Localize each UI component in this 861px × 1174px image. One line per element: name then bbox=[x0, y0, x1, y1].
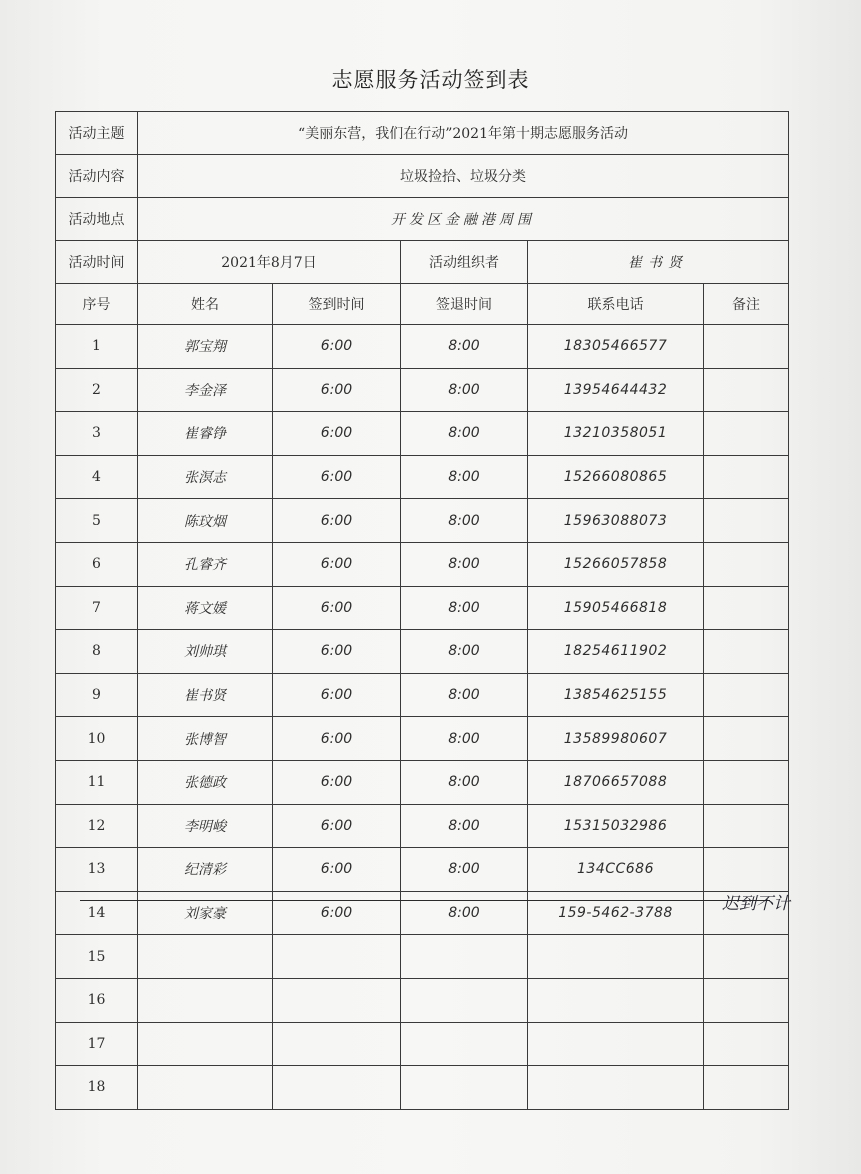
organizer-value: 崔书贤 bbox=[528, 241, 789, 284]
seq-cell: 7 bbox=[56, 586, 138, 630]
note-cell bbox=[704, 630, 789, 674]
row-14-note: 迟到不计 bbox=[722, 894, 790, 914]
name-cell: 陈玟烟 bbox=[138, 499, 273, 543]
note-cell bbox=[704, 760, 789, 804]
seq-cell: 9 bbox=[56, 673, 138, 717]
seq-cell: 6 bbox=[56, 542, 138, 586]
seq-cell: 12 bbox=[56, 804, 138, 848]
sign-in-cell: 6:00 bbox=[273, 804, 401, 848]
sign-in-cell: 6:00 bbox=[273, 412, 401, 456]
name-cell: 纪清彩 bbox=[138, 848, 273, 892]
seq-cell: 16 bbox=[56, 978, 138, 1022]
note-cell bbox=[704, 368, 789, 412]
seq-cell: 3 bbox=[56, 412, 138, 456]
sign-out-cell: 8:00 bbox=[401, 542, 528, 586]
phone-cell bbox=[528, 978, 704, 1022]
name-cell: 崔睿铮 bbox=[138, 412, 273, 456]
name-cell: 张博智 bbox=[138, 717, 273, 761]
sign-in-cell bbox=[273, 1022, 401, 1066]
sign-out-cell: 8:00 bbox=[401, 499, 528, 543]
note-cell bbox=[704, 1022, 789, 1066]
content-label: 活动内容 bbox=[56, 155, 138, 198]
theme-row bbox=[56, 112, 789, 155]
phone-cell: 15266057858 bbox=[528, 542, 704, 586]
content-value: 垃圾捡拾、垃圾分类 bbox=[138, 155, 789, 198]
seq-cell: 4 bbox=[56, 455, 138, 499]
sign-out-cell bbox=[401, 1022, 528, 1066]
seq-cell: 15 bbox=[56, 935, 138, 979]
note-cell bbox=[704, 848, 789, 892]
sign-in-cell bbox=[273, 935, 401, 979]
phone-cell: 18254611902 bbox=[528, 630, 704, 674]
seq-cell: 14 bbox=[56, 891, 138, 935]
name-cell: 蒋文媛 bbox=[138, 586, 273, 630]
seq-cell: 18 bbox=[56, 1066, 138, 1110]
table-row bbox=[56, 978, 789, 1022]
seq-cell: 17 bbox=[56, 1022, 138, 1066]
sign-out-cell: 8:00 bbox=[401, 673, 528, 717]
table-row bbox=[56, 717, 789, 761]
sign-in-cell: 6:00 bbox=[273, 325, 401, 369]
note-cell bbox=[704, 586, 789, 630]
sign-out-cell: 8:00 bbox=[401, 368, 528, 412]
table-row bbox=[56, 935, 789, 979]
phone-cell: 15905466818 bbox=[528, 586, 704, 630]
place-label: 活动地点 bbox=[56, 198, 138, 241]
name-cell: 张溟志 bbox=[138, 455, 273, 499]
name-cell bbox=[138, 935, 273, 979]
time-label: 活动时间 bbox=[56, 241, 138, 284]
phone-cell: 15963088073 bbox=[528, 499, 704, 543]
sign-in-cell: 6:00 bbox=[273, 455, 401, 499]
note-cell bbox=[704, 325, 789, 369]
sign-out-cell: 8:00 bbox=[401, 455, 528, 499]
table-row bbox=[56, 412, 789, 456]
sign-in-cell: 6:00 bbox=[273, 760, 401, 804]
sign-out-cell: 8:00 bbox=[401, 804, 528, 848]
table-row bbox=[56, 325, 789, 369]
time-value: 2021年8月7日 bbox=[138, 241, 401, 284]
seq-cell: 5 bbox=[56, 499, 138, 543]
sign-in-cell: 6:00 bbox=[273, 673, 401, 717]
name-cell: 李明峻 bbox=[138, 804, 273, 848]
sign-in-cell: 6:00 bbox=[273, 542, 401, 586]
table-row bbox=[56, 499, 789, 543]
note-cell bbox=[704, 978, 789, 1022]
seq-cell: 2 bbox=[56, 368, 138, 412]
sign-in-cell: 6:00 bbox=[273, 891, 401, 935]
name-cell: 李金泽 bbox=[138, 368, 273, 412]
phone-cell: 13854625155 bbox=[528, 673, 704, 717]
note-cell bbox=[704, 412, 789, 456]
table-row bbox=[56, 586, 789, 630]
phone-cell: 18305466577 bbox=[528, 325, 704, 369]
phone-cell: 15266080865 bbox=[528, 455, 704, 499]
name-cell: 刘帅琪 bbox=[138, 630, 273, 674]
sign-in-cell bbox=[273, 978, 401, 1022]
phone-cell: 13589980607 bbox=[528, 717, 704, 761]
theme-label: 活动主题 bbox=[56, 112, 138, 155]
header-seq: 序号 bbox=[56, 284, 138, 325]
phone-cell: 13954644432 bbox=[528, 368, 704, 412]
table-row bbox=[56, 848, 789, 892]
phone-cell bbox=[528, 935, 704, 979]
place-row bbox=[56, 198, 789, 241]
name-cell bbox=[138, 1022, 273, 1066]
phone-cell: 159-5462-3788 bbox=[528, 891, 704, 935]
table-row bbox=[56, 804, 789, 848]
sign-out-cell: 8:00 bbox=[401, 760, 528, 804]
sign-out-cell: 8:00 bbox=[401, 717, 528, 761]
place-value: 开发区金融港周围 bbox=[138, 198, 789, 241]
sign-out-cell: 8:00 bbox=[401, 325, 528, 369]
sign-out-cell: 8:00 bbox=[401, 412, 528, 456]
table-row bbox=[56, 1022, 789, 1066]
sign-in-cell: 6:00 bbox=[273, 848, 401, 892]
note-cell bbox=[704, 804, 789, 848]
seq-cell: 1 bbox=[56, 325, 138, 369]
header-name: 姓名 bbox=[138, 284, 273, 325]
sign-out-cell bbox=[401, 935, 528, 979]
name-cell: 孔睿齐 bbox=[138, 542, 273, 586]
sign-in-cell: 6:00 bbox=[273, 586, 401, 630]
note-cell bbox=[704, 1066, 789, 1110]
table-row bbox=[56, 368, 789, 412]
note-cell bbox=[704, 673, 789, 717]
note-cell bbox=[704, 455, 789, 499]
sign-in-table bbox=[55, 111, 789, 1110]
header-phone: 联系电话 bbox=[528, 284, 704, 325]
sign-in-cell: 6:00 bbox=[273, 630, 401, 674]
header-sign-in: 签到时间 bbox=[273, 284, 401, 325]
phone-cell bbox=[528, 1022, 704, 1066]
note-cell bbox=[704, 935, 789, 979]
note-cell bbox=[704, 499, 789, 543]
table-row bbox=[56, 1066, 789, 1110]
phone-cell bbox=[528, 1066, 704, 1110]
table-row bbox=[56, 542, 789, 586]
seq-cell: 8 bbox=[56, 630, 138, 674]
seq-cell: 10 bbox=[56, 717, 138, 761]
name-cell: 刘家豪 bbox=[138, 891, 273, 935]
sign-out-cell bbox=[401, 1066, 528, 1110]
seq-cell: 11 bbox=[56, 760, 138, 804]
note-cell bbox=[704, 717, 789, 761]
seq-cell: 13 bbox=[56, 848, 138, 892]
sign-in-cell: 6:00 bbox=[273, 368, 401, 412]
column-header-row bbox=[56, 284, 789, 325]
sign-in-cell: 6:00 bbox=[273, 717, 401, 761]
sign-out-cell: 8:00 bbox=[401, 630, 528, 674]
header-sign-out: 签退时间 bbox=[401, 284, 528, 325]
table-row bbox=[56, 455, 789, 499]
table-row bbox=[56, 673, 789, 717]
sign-out-cell: 8:00 bbox=[401, 891, 528, 935]
phone-cell: 134CC686 bbox=[528, 848, 704, 892]
name-cell bbox=[138, 1066, 273, 1110]
name-cell: 崔书贤 bbox=[138, 673, 273, 717]
name-cell: 张德政 bbox=[138, 760, 273, 804]
phone-cell: 15315032986 bbox=[528, 804, 704, 848]
theme-value: “美丽东营，我们在行动”2021年第十期志愿服务活动 bbox=[138, 112, 789, 155]
phone-cell: 18706657088 bbox=[528, 760, 704, 804]
sign-out-cell: 8:00 bbox=[401, 848, 528, 892]
sign-out-cell bbox=[401, 978, 528, 1022]
table-row bbox=[56, 630, 789, 674]
name-cell: 郭宝翔 bbox=[138, 325, 273, 369]
sign-in-cell bbox=[273, 1066, 401, 1110]
content-row bbox=[56, 155, 789, 198]
sign-out-cell: 8:00 bbox=[401, 586, 528, 630]
row-14-strikethrough bbox=[80, 900, 770, 901]
note-cell bbox=[704, 542, 789, 586]
time-row bbox=[56, 241, 789, 284]
name-cell bbox=[138, 978, 273, 1022]
table-row bbox=[56, 891, 789, 935]
sign-in-cell: 6:00 bbox=[273, 499, 401, 543]
header-note: 备注 bbox=[704, 284, 789, 325]
form-title: 志愿服务活动签到表 bbox=[331, 68, 530, 92]
organizer-label: 活动组织者 bbox=[401, 241, 528, 284]
table-row bbox=[56, 760, 789, 804]
phone-cell: 13210358051 bbox=[528, 412, 704, 456]
